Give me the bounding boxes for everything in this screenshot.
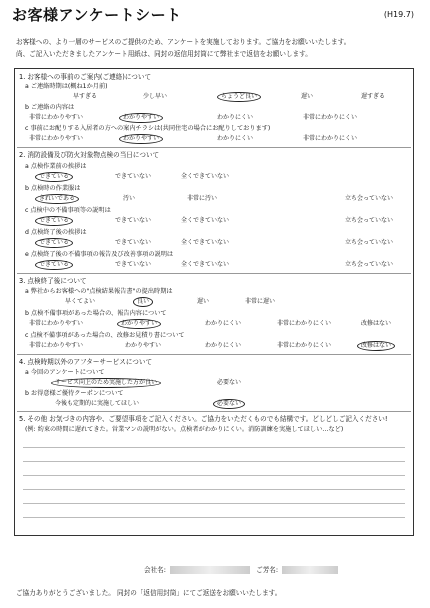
s5-example: (例: 約束の時間に遅れてきた。営業マンの説明がない。点検者がわかりにくい。消防訓練を実施してほしい…など)	[25, 426, 344, 433]
thanks-note: ご協力ありがとうございました。 同封の「返信用封筒」にてご返送をお願いいたします。	[16, 589, 282, 597]
q2c-opt-2[interactable]: できていない	[115, 217, 152, 224]
q3c-opt-5-selected[interactable]: 改修はない	[357, 341, 395, 351]
comment-line-4[interactable]	[23, 489, 405, 490]
section-2-header: 2. 消防設備及び防火対象物点検の当日について	[19, 151, 160, 159]
q3c-opt-4[interactable]: 非常にわかりにくい	[277, 342, 332, 349]
comment-line-6[interactable]	[23, 517, 405, 518]
q3b-opt-2-selected[interactable]: わかりやすい	[117, 319, 161, 329]
q3a-opt-3[interactable]: 遅い	[197, 298, 210, 305]
respondent-name-redacted	[282, 566, 338, 574]
divider-1	[17, 147, 411, 148]
q1a-opt-1[interactable]: 早すぎる	[73, 93, 98, 100]
name-label: ご芳名:	[256, 566, 279, 574]
q4a-opt-2[interactable]: 必要ない	[217, 379, 242, 386]
q4b-opt-1[interactable]: 今後も定期的に実施してほしい	[55, 400, 140, 407]
q2c-label: c 点検中の不備事項等の説明は	[25, 207, 111, 214]
q1c-opt-2-selected[interactable]: わかりやすい	[119, 134, 163, 144]
q2d-opt-3[interactable]: 全くできていない	[181, 239, 230, 246]
q3a-label: a 弊社からお客様への"点検結果報告書"の提出時期は	[25, 288, 173, 295]
q3a-opt-2-selected[interactable]: 良い	[133, 297, 153, 307]
respondent-fields	[144, 564, 338, 574]
q1c-opt-4[interactable]: 非常にわかりにくい	[303, 135, 358, 142]
q1a-opt-4[interactable]: 遅い	[301, 93, 314, 100]
q3b-opt-4[interactable]: 非常にわかりにくい	[277, 320, 332, 327]
q3b-label: b 点検不備事項があった場合の、報告内容について	[25, 310, 167, 317]
q2b-label: b 点検時の作業服は	[25, 185, 81, 192]
intro-text	[16, 36, 416, 60]
q1a-label: a ご連絡時期は(概ね1か月前)	[25, 83, 108, 90]
company-name-redacted	[170, 566, 250, 574]
q3c-label: c 点検不備事項があった場合の、改修お見積り書について	[25, 332, 185, 339]
comment-line-2[interactable]	[23, 461, 405, 462]
q2d-label: d 点検終了後の挨拶は	[25, 229, 87, 236]
q1b-opt-1[interactable]: 非常にわかりやすい	[29, 114, 84, 121]
q3c-opt-1[interactable]: 非常にわかりやすい	[29, 342, 84, 349]
q2e-label: e 点検終了後の不備事項の報告及び改善事項の説明は	[25, 251, 174, 258]
q2a-label: a 点検作業前の挨拶は	[25, 163, 87, 170]
q2a-opt-1-selected[interactable]: できている	[35, 172, 73, 182]
q4a-label: a 今回のアンケートについて	[25, 369, 105, 376]
q2c-opt-1-selected[interactable]: できている	[35, 216, 73, 226]
comment-line-5[interactable]	[23, 503, 405, 504]
q3c-opt-2[interactable]: わかりやすい	[125, 342, 162, 349]
comment-line-1[interactable]	[23, 447, 405, 448]
company-label: 会社名:	[144, 566, 167, 574]
section-3-header: 3. 点検終了後について	[19, 277, 87, 285]
q1b-opt-2-selected[interactable]: わかりやすい	[119, 113, 163, 123]
q1a-opt-5[interactable]: 遅すぎる	[361, 93, 386, 100]
q2e-opt-2[interactable]: できていない	[115, 261, 152, 268]
page-title: お客様アンケートシート	[12, 6, 182, 24]
q2b-opt-3[interactable]: 非常に汚い	[187, 195, 218, 202]
divider-3	[17, 354, 411, 355]
q2b-opt-2[interactable]: 汚い	[123, 195, 136, 202]
intro-line-1: お客様への、より一層のサービスのご提供のため、アンケートを実施しております。ご協力をお願いいたします。	[16, 38, 351, 46]
revision-date: (H19.7)	[383, 10, 414, 19]
q2e-opt-1-selected[interactable]: できている	[35, 260, 73, 270]
q1a-opt-2[interactable]: 少し早い	[143, 93, 168, 100]
section-1-header: 1. お客様への事前のご案内(ご連絡)について	[19, 73, 152, 81]
divider-4	[17, 411, 411, 412]
q4a-opt-1-selected[interactable]: サービス向上のため実施した方が良い	[51, 378, 161, 388]
divider-2	[17, 273, 411, 274]
q2b-opt-1-selected[interactable]: きれいである	[35, 194, 79, 204]
q2d-opt-1-selected[interactable]: できている	[35, 238, 73, 248]
q2a-opt-3[interactable]: 全くできていない	[181, 173, 230, 180]
q3b-opt-1[interactable]: 非常にわかりやすい	[29, 320, 84, 327]
q1b-opt-3[interactable]: わかりにくい	[217, 114, 254, 121]
q4b-label: b お得意様ご優待クーポンについて	[25, 390, 124, 397]
section-4-header: 4. 点検時期以外のアフターサービスについて	[19, 358, 153, 366]
q2d-opt-4[interactable]: 立ち会っていない	[345, 239, 394, 246]
q4b-opt-2-selected[interactable]: 必要ない	[213, 399, 245, 409]
q1a-opt-3-selected[interactable]: ちょうど良い	[217, 92, 261, 102]
q2d-opt-2[interactable]: できていない	[115, 239, 152, 246]
q3c-opt-3[interactable]: わかりにくい	[205, 342, 242, 349]
q3a-opt-4[interactable]: 非常に遅い	[245, 298, 276, 305]
q2b-opt-4[interactable]: 立ち会っていない	[345, 195, 394, 202]
questionnaire-box	[14, 68, 414, 536]
q2e-opt-4[interactable]: 立ち会っていない	[345, 261, 394, 268]
q1c-label: c 事前にお配りする入居者の方への案内チラシは(共同住宅の場合にお配りしております)	[25, 125, 271, 132]
q2a-opt-2[interactable]: できていない	[115, 173, 152, 180]
q2c-opt-3[interactable]: 全くできていない	[181, 217, 230, 224]
comment-line-3[interactable]	[23, 475, 405, 476]
section-5-header: 5. その他 お気づきの内容や、ご要望事項をご記入ください。ご協力をいただくものでも結構です。どしどしご記入ください!	[19, 415, 388, 423]
q3b-opt-3[interactable]: わかりにくい	[205, 320, 242, 327]
q1b-opt-4[interactable]: 非常にわかりにくい	[303, 114, 358, 121]
q1c-opt-3[interactable]: わかりにくい	[217, 135, 254, 142]
q3a-opt-1[interactable]: 早くてよい	[65, 298, 96, 305]
q1b-label: b ご連絡の内容は	[25, 104, 75, 111]
q2c-opt-4[interactable]: 立ち会っていない	[345, 217, 394, 224]
intro-line-2: 尚、ご記入いただきましたアンケート用紙は、同封の返信用封筒にて弊社まで返信をお願いします。	[16, 50, 312, 58]
q1c-opt-1[interactable]: 非常にわかりやすい	[29, 135, 84, 142]
q2e-opt-3[interactable]: 全くできていない	[181, 261, 230, 268]
q3b-opt-5[interactable]: 改修はない	[361, 320, 392, 327]
